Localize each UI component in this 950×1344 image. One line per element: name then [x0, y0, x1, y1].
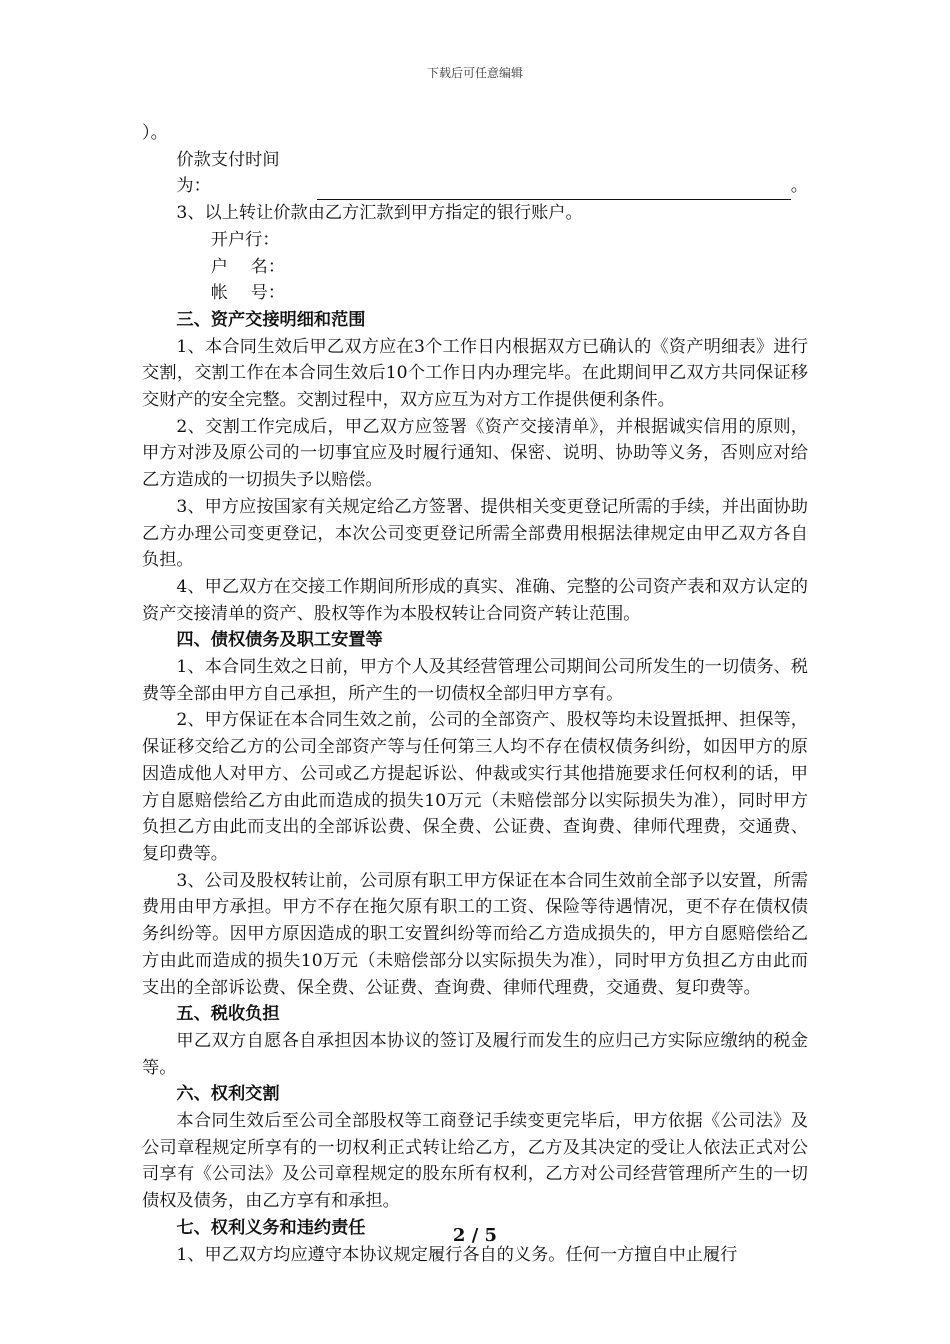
paragraph: 1、甲乙双方均应遵守本协议规定履行各自的义务。任何一方擅自中止履行: [176, 1244, 738, 1265]
payment-time-row: [142, 147, 808, 200]
paragraph: 3、甲方应按国家有关规定给乙方签署、提供相关变更登记所需的手续，并出面协助乙方办理公司变更登记，本次公司变更登记所需全部费用根据法律规定由甲乙双方各自负担。: [142, 496, 808, 571]
section-6: [142, 1081, 808, 1215]
text-line: ）。: [142, 123, 168, 143]
bank-name-label: 户 名：: [210, 256, 286, 277]
text-line: 3、以上转让价款由乙方汇款到甲方指定的银行账户。: [176, 203, 583, 224]
paragraph: 甲乙双方自愿各自承担因本协议的签订及履行而发生的应归己方实际应缴纳的税金等。: [142, 1030, 808, 1078]
paragraph: 4、甲乙双方在交接工作期间所形成的真实、准确、完整的公司资产表和双方认定的资产交接清单的资产、股权等作为本股权转让合同资产转让范围。: [142, 576, 808, 624]
section-5: [142, 1001, 808, 1081]
section-heading: 五、税收负担: [176, 1004, 280, 1025]
paragraph: 1、本合同生效后甲乙双方应在3个工作日内根据双方已确认的《资产明细表》进行交割，交割工作在本合同生效后10个工作日内办理完毕。在此期间甲乙双方共同保证移交财产的安全完整。交割过程中，双方应互为对方工作提供便利条件。: [142, 336, 808, 411]
page-header: 下载后可任意编辑: [426, 66, 523, 80]
payment-time-end: 。: [790, 176, 808, 197]
section-heading: 三、资产交接明细和范围: [176, 309, 366, 330]
payment-time-blank[interactable]: [317, 177, 790, 200]
paragraph: 3、公司及股权转让前，公司原有职工甲方保证在本合同生效前全部予以安置，所需费用由甲方承担。甲方不存在拖欠原有职工的工资、保险等待遇情况，更不存在债权债务纠纷等。因甲方原因造成的职工安置纠纷等而给乙方造成损失的，甲方自愿赔偿给乙方由此而造成的损失10万元（未赔偿部分以实际损失为准），同时甲方负担乙方由此而支出的全部诉讼费、保全费、公证费、查询费、律师代理费，交通费、复印费等。: [142, 870, 808, 998]
document-body: [142, 120, 808, 1268]
paragraph: 2、甲方保证在本合同生效之前，公司的全部资产、股权等均未设置抵押、担保等，保证移交给乙方的公司全部资产等与任何第三人均不存在债权债务纠纷，如因甲方的原因造成他人对甲方、公司或乙方提起诉讼、仲裁或实行其他措施要求任何权利的话，甲方自愿赔偿给乙方由此而造成的损失10万元（未赔偿部分以实际损失为准），同时甲方负担乙方由此而支出的全部诉讼费、保全费、公证费、查询费、律师代理费，交通费、复印费等。: [142, 710, 808, 864]
bank-account-label: 帐 号：: [210, 283, 286, 304]
page-number: 2 / 5: [452, 1225, 498, 1246]
bank-open-label: 开户行：: [210, 229, 280, 250]
section-4: [142, 627, 808, 1001]
section-3: [142, 307, 808, 627]
paragraph: 本合同生效后至公司全部股权等工商登记手续变更完毕后，甲方依据《公司法》及公司章程规定所享有的一切权利正式转让给乙方，乙方及其决定的受让人依法正式对公司享有《公司法》及公司章程规定的股东所有权利，乙方对公司经营管理所产生的一切债权及债务，由乙方享有和承担。: [142, 1111, 808, 1212]
paragraph: 1、本合同生效之日前，甲方个人及其经营管理公司期间公司所发生的一切债务、税费等全部由甲方自己承担，所产生的一切债权全部归甲方享有。: [142, 657, 808, 704]
paragraph: 2、交割工作完成后，甲乙双方应签署《资产交接清单》，并根据诚实信用的原则，甲方对涉及原公司的一切事宜应及时履行通知、保密、说明、协助等义务，否则应对给乙方造成的一切损失予以赔偿。: [142, 416, 808, 491]
payment-time-label: 价款支付时间为：: [176, 149, 280, 197]
section-heading: 六、权利交割: [176, 1084, 280, 1105]
section-heading: 四、债权债务及职工安置等: [176, 630, 383, 651]
section-heading: 七、权利义务和违约责任: [176, 1217, 366, 1238]
